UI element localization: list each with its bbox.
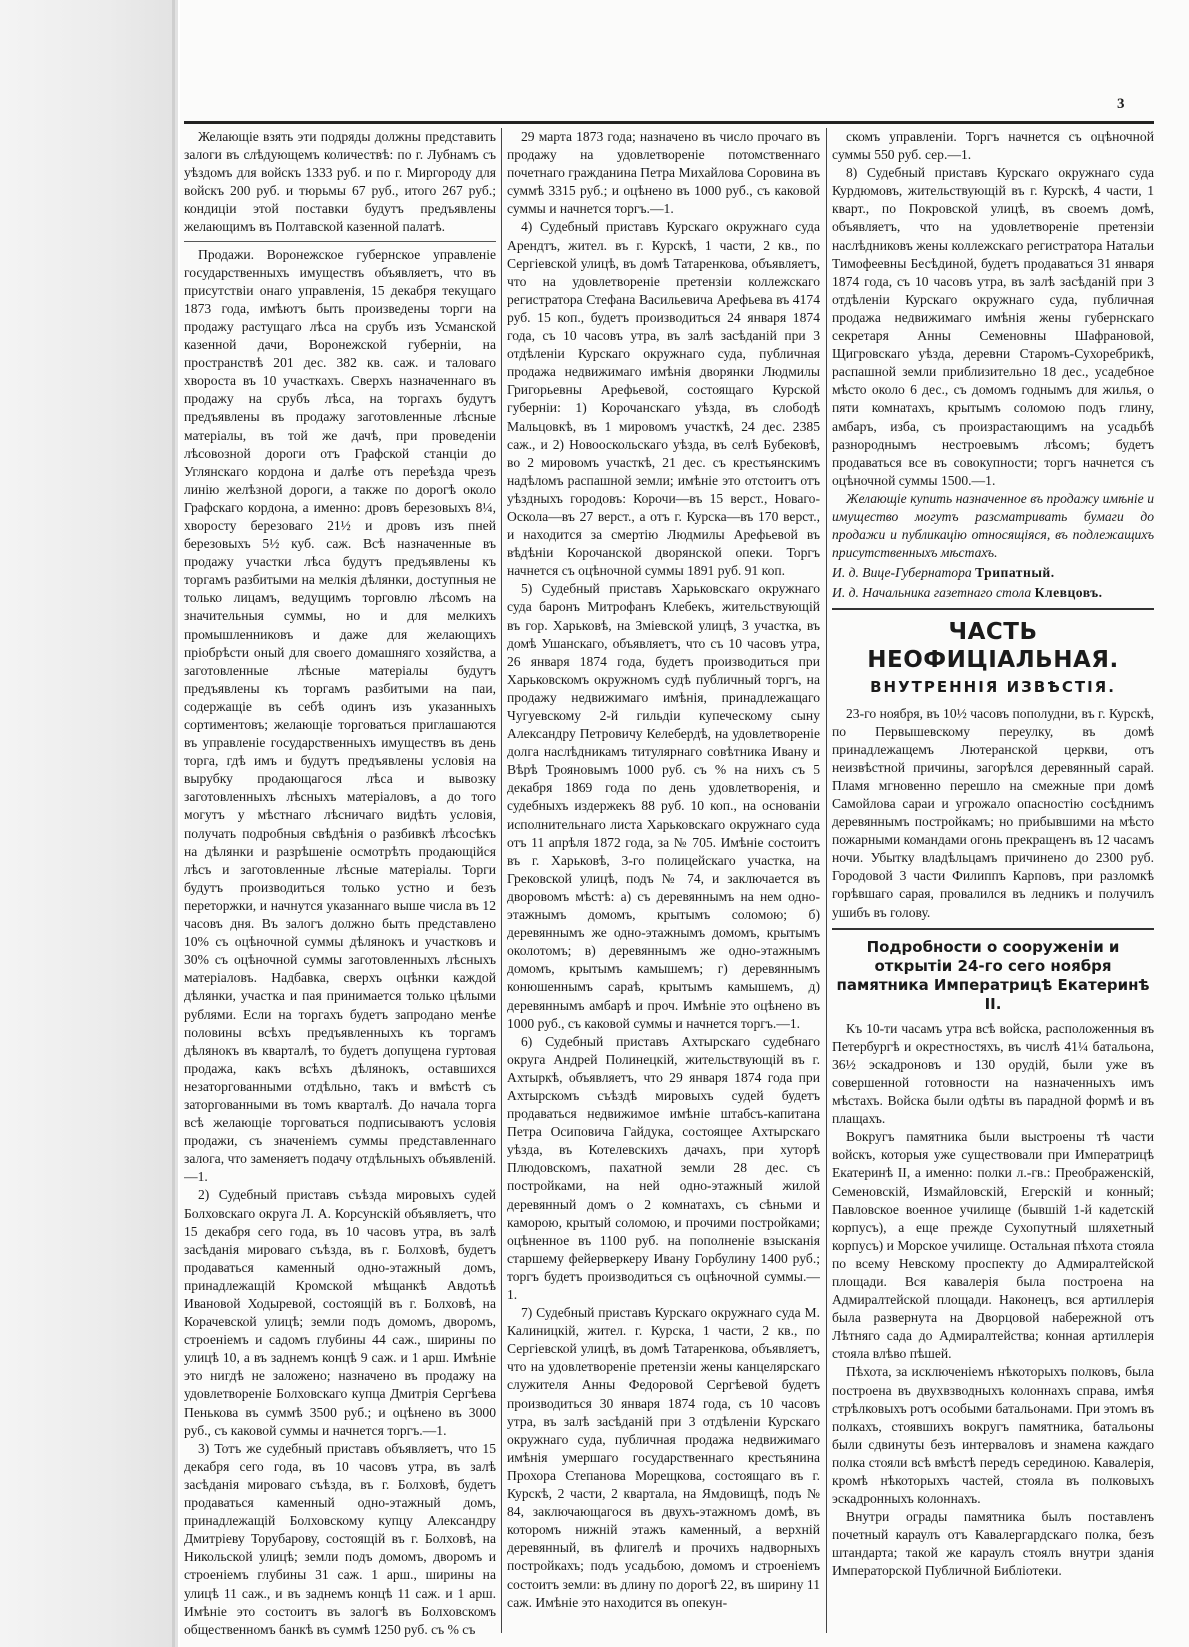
paragraph: 7) Судебный приставъ Курскаго окружнаго суда М. Калиницкій, жител. г. Курска, 1 части, 2 кв., по Сергіевской улицѣ, въ домѣ Татаренкова, объявляетъ, что на удовлетвореніе претензіи жены канцелярскаго служителя Анны Федоровой Сергѣевой будетъ производиться 30 января 1874 года, съ 10 часовъ утра, въ залѣ засѣданій при 3 отдѣленіи Курскаго окружнаго суда, публичная продажа недвижимаго имѣнія умершаго государственнаго крестьянина Прохора Степанова Морещкова, состоящаго въ г. Курскѣ, 2 части, 2 квартала, на Ямдовищѣ, подъ № 84, заключающагося въ двухъ-этажномъ домѣ, въ которомъ нижній этажъ каменный, а верхній деревянный, въ флигелѣ и прочихъ надворныхъ постройкахъ; подъ усадьбою, домомъ и строеніемъ состоитъ земли: въ длину по дорогѣ 22, въ ширину 11 саж. Имѣніе это находится въ опекун- [507,1305,820,1610]
article-title: Подробности о сооруженіи и открытіи 24-го сего ноября памятника Императрицѣ Екатеринѣ II. [836,937,1150,1013]
news-item: 23-го ноября, въ 10½ часовъ пополудни, въ г. Курскѣ, по Первышевскому переулку, въ домѣ принадлежащемъ Лютеранской церкви, отъ неизвѣстной причины, загорѣлся деревянный сарай. Пламя мгновенно перешло на смежные при домѣ Самойлова сараи и угрожало опасностію сосѣднимъ деревяннымъ постройкамъ; но прибывшими на мѣсто пожарными командами огонь прекращенъ въ 12 часамъ ночи. Убытку владѣльцамъ причинено до 2300 руб. Городовой 3 части Филиппъ Карповъ, при разломкѣ горѣвшаго сарая, провалился въ ледникъ и получилъ ушибъ въ голову. [832,705,1154,920]
paragraph: Желающіе взять эти подряды должны представить залоги въ слѣдующемъ количествѣ: по г. Лубнамъ съ уѣздомъ для войскъ 1333 руб. и по г. Миргороду для войскъ 200 руб. и тюрьмы 67 руб., итого 267 руб.; кондиціи этой поставки будутъ предъявлены желающимъ въ Полтавской казенной палатѣ. [184,129,496,235]
separator [184,241,496,242]
paragraph: Внутри ограды памятника былъ поставленъ почетный караулъ отъ Кавалергардскаго полка, безъ штандарта; такой же караулъ стоялъ внутри зданія Императорской Публичной Библіотеки. [832,1509,1154,1579]
signature-name: Клевцовъ. [1034,585,1103,601]
column-divider [826,128,827,1633]
column-2 [507,128,820,1638]
book-binding-margin [0,0,178,1647]
binding-edge [172,0,175,1647]
section-separator [832,928,1154,930]
signature-title: И. д. Начальника газетнаго стола [832,585,1032,601]
column-1 [184,128,496,1638]
italic-note: Желающіе купить назначенное въ продажу имѣніе и имущество могутъ разсматривать бумаги до продажи и публикацію относящіяся, въ подлежащихъ присутственныхъ мѣстахъ. [832,490,1154,561]
paragraph: 5) Судебный приставъ Харьковскаго окружнаго суда баронъ Митрофанъ Клебекъ, жительствующій въ гор. Харьковѣ, на Зміевской улицѣ, 3 участка, въ домѣ Ушанскаго, объявляетъ, что съ 10 часовъ утра, 26 января 1874 года, будетъ производиться при Харьковскомъ окружномъ судѣ публичный торгъ, на продажу недвижимаго имѣнія, принадлежащаго Чугуевскому 2-й гильдіи купеческому сыну Александру Петровичу Келебердѣ, на удовлетвореніе долга наслѣдникамъ титулярнаго совѣтника Ивану и Вѣрѣ Трояновымъ 1000 руб. съ % на нихъ съ 5 декабря 1869 года по день удовлетворенія, и судебныхъ издержекъ 88 руб. 10 коп., на основаніи исполнительнаго листа Харьковскаго окружнаго суда отъ 11 апрѣля 1872 года, за № 705. Имѣніе состоитъ въ г. Харьковѣ, 3-го полицейскаго участка, на Грековской улицѣ, подъ № 74, и заключается въ дворовомъ мѣстѣ: а) съ деревяннымъ на нем одно-этажнымъ домомъ, крытымъ соломою; б) деревяннымъ же одно-этажнымъ домомъ, крытымъ околотомъ; в) деревяннымъ же одно-этажнымъ домомъ, крытымъ камышемъ; г) деревяннымъ конюшеннымъ сараѣ, крытымъ камышемъ, д) деревяннымъ амбарѣ и проч. Имѣніе это оцѣнено въ 1000 руб., съ каковой суммы и начнется торгъ.—1. [507,581,820,1031]
signature-desk-head [832,584,1154,602]
paragraph: Пѣхота, за исключеніемъ нѣкоторыхъ полковъ, была построена въ двухвзводныхъ колоннахъ справа, имѣя стрѣлковыхъ ротъ особыми батальонами. При этомъ въ полкахъ, стоявшихъ вокругъ памятника, батальоны были сдвинуты безъ интерваловъ и знамена каждаго полка стояли всѣ вмѣстѣ передъ серединою. Кавалерія, кромѣ нѣкоторыхъ частей, стояла въ полковыхъ эскадронныхъ колоннахъ. [832,1364,1154,1507]
page-number: 3 [1117,96,1125,112]
paragraph: 2) Судебный приставъ съѣзда мировыхъ судей Болховскаго округа Л. А. Корсунскій объявляетъ, что 15 декабря сего года, въ 10 часовъ утра, въ залѣ засѣданія мироваго съѣзда, въ г. Болховѣ, будетъ продаваться каменный одно-этажный домъ, принадлежащій Кромской мѣщанкѣ Авдотьѣ Ивановой Ходыревой, состоящій въ г. Болховѣ, на Корачевской улицѣ; земли подъ домомъ, дворомъ, строеніемъ и садомъ глубины 44 саж., ширины по улицѣ 10, а въ заднемъ концѣ 9 саж. и 1 арш. Имѣніе это нигдѣ не заложено; назначено въ продажу на удовлетвореніе Болховскаго купца Дмитрія Сергѣева Пенькова въ суммѣ 3500 руб.; и оцѣнено въ 3000 руб., съ каковой суммы и начнется торгъ.—1. [184,1187,496,1438]
paragraph: 6) Судебный приставъ Ахтырскаго судебнаго округа Андрей Полинецкій, жительствующій въ г. Ахтыркѣ, объявляетъ, что 29 января 1874 года при Ахтырскомъ съѣздѣ мировыхъ судей будетъ продаваться недвижимое имѣніе штабсъ-капитана Петра Осиповича Гайдука, состоящее Ахтырскаго уѣзда, въ Котелевскихъ дачахъ, при хуторѣ Плюдовскомъ, пахатной земли 28 дес. съ постройками, на ней одно-этажный жилой деревянный домъ о 2 комнатахъ, съ сѣньми и каморою, крытый соломою, и прочими постройками; оцѣненное въ 1100 руб. на пополненіе взысканія старшему фейерверкеру Ивану Горбулину 1400 руб.; торгъ будетъ производиться съ оцѣночной суммы.—1. [507,1033,820,1302]
paragraph: Продажи. Воронежское губернское управленіе государственныхъ имуществъ объявляетъ, что въ присутствіи онаго управленія, 15 декабря текущаго 1873 года, имѣютъ быть произведены торги на продажу растущаго лѣса на срубъ изъ Усманской казенной дачи, Воронежской губерніи, на пространствѣ 201 дес. 382 кв. саж. и таловаго хвороста въ 10 участкахъ. Сверхъ назначеннаго въ продажу на срубъ лѣса, на торгахъ будутъ предъявлены въ продажу заготовленные лѣсные матеріалы, въ той же дачѣ, при проведеніи лѣсовозной дороги отъ Графской станціи до Углянскаго кордона и далѣе отъ переѣзда чрезъ линію желѣзной дороги, а также по дорогѣ около Графскаго кордона, а именно: дровъ березовыхъ 8¼, хворосту березоваго 21½ и дровъ изъ пней березовыхъ 5½ куб. саж. Всѣ назначенные въ продажу участки лѣса будутъ предъявлены къ торгамъ разбитыми на мелкія дѣлянки, доступныя не только лицамъ, ведущимъ торговлю лѣсомъ на значительныя суммы, но и для мелкихъ промышленниковъ и даже для желающихъ пріобрѣсти оный для своего домашняго хозяйства, а заготовленные лѣсные матеріалы будутъ предъявлены къ торгамъ разбитыми на паи, содержащіе въ себѣ одинъ изъ указанныхъ сортиментовъ; желающіе торговаться приглашаются въ управленіе государственныхъ имуществъ въ день торга, гдѣ имъ и будутъ предъявлены условія на вырубку продающагося лѣса и вывозку заготовленныхъ лѣсныхъ матеріаловъ, а до того могутъ у мѣстнаго лѣсничаго видѣть условія, получать подробныя свѣдѣнія о разбивкѣ лѣсосѣкъ на дѣлянки и разрѣшеніе осмотрѣть продающійся лѣсъ и заготовленные лѣсные матеріалы. Торги будутъ производиться только устно и безъ переторжки, и начнутся указаннаго выше числа въ 12 часовъ дня. Въ залогъ должно быть представлено 10% съ оцѣночной суммы дѣлянокъ и участковъ и 30% съ оцѣночной суммы заготовленныхъ лѣсныхъ матеріаловъ. Надбавка, сверхъ оцѣнки каждой дѣлянки, участка и пая принимается только цѣлыми рублями. Если на торгахъ будетъ запродано менѣе половины всѣхъ предъявленныхъ къ торгамъ дѣлянокъ въ кварталѣ, то будетъ допущена гуртовая продажа, какъ всѣхъ дѣлянокъ, оставшихся незаторгованными отдѣльно, такъ и вмѣстѣ съ заторгованными въ томъ кварталѣ. До начала торга всѣ желающіе торговаться подписываютъ условія продажи, съ значеніемъ суммы представленнаго залога, что заменяетъ подачу отдѣльныхъ объявленій.—1. [184,246,496,1185]
paragraph: 29 марта 1873 года; назначено въ число прочаго въ продажу на удовлетвореніе потомственнаго почетнаго гражданина Петра Михайлова Соровина въ суммѣ 3315 руб.; и оцѣнено въ 1000 руб., съ каковой суммы и начнется торгъ.—1. [507,129,820,217]
paragraph: 3) Тотъ же судебный приставъ объявляетъ, что 15 декабря сего года, въ 10 часовъ утра, въ залѣ засѣданія мироваго съѣзда, въ г. Болховѣ, будетъ продаваться каменный одно-этажный домъ, принадлежащій Болховскому купцу Александру Дмитріеву Торубарову, состоящій въ г. Болховѣ, на Никольской улицѣ; земли подъ домомъ, дворомъ и строеніемъ глубины 31 саж. 1 арш., ширины на улицѣ 11 саж., и въ заднемъ концѣ 11 саж. и 1 арш. Имѣніе это состоитъ въ залогѣ въ Болховскомъ общественномъ банкѣ въ суммѣ 1250 руб. съ % съ [184,1440,496,1637]
paragraph: Къ 10-ти часамъ утра всѣ войска, расположенныя въ Петербургѣ и окрестностяхъ, въ числѣ 41¼ батальона, 36½ эскадроновъ и 130 орудій, были уже въ совершенной готовности на назначенныхъ имъ мѣстахъ. Войска были одѣты въ парадной формѣ и въ плащахъ. [832,1020,1154,1127]
paragraph: скомъ управленіи. Торгъ начнется съ оцѣночной суммы 550 руб. сер.—1. [832,129,1154,163]
column-divider [501,128,502,1633]
paragraph: Вокругъ памятника были выстроены тѣ части войскъ, которыя уже существовали при Императрицѣ Екатеринѣ II, а именно: полки л.-гв.: Преображенскій, Семеновскій, Измайловскій, Егерскій и конный; Павловское военное училище (бывшій 1-й кадетскій корпусъ), а еще прежде Сухопутный шляхетный корпусъ) и Морское училище. Остальная пѣхота стояла по всему Невскому проспекту до Адмиралтейской площади. Вся кавалерія была построена на Адмиралтейской площади. Наконецъ, вся артиллерія была развернута на Дворцовой набережной отъ Лѣтняго сада до Адмиралтейства; конная артиллерія стояла влѣво пѣшей. [832,1129,1154,1362]
section-title: ЧАСТЬ НЕОФИЦІАЛЬНАЯ. [867,619,1119,674]
signature-name: Трипатный. [975,565,1055,581]
subsection-title: ВНУТРЕННІЯ ИЗВѢСТІЯ. [870,678,1116,697]
signature-title: И. д. Вице-Губернатора [832,565,972,581]
header-rule [184,121,1154,124]
signature-vice-governor [832,564,1154,582]
section-separator [832,608,1154,610]
column-3 [832,128,1154,1638]
paragraph: 4) Судебный приставъ Курскаго окружнаго суда Арендтъ, жител. въ г. Курскѣ, 1 части, 2 кв., по Сергіевской улицѣ, въ домѣ Татаренкова, объявляетъ, что на удовлетвореніе претензіи коллежскаго регистратора Стефана Васильевича Арефьева въ 4174 руб. 15 коп., будетъ производиться 24 января 1874 года, съ 10 часовъ утра, въ залѣ засѣданій при 3 отдѣленіи Курскаго окружнаго суда, публичная продажа недвижимаго имѣнія дворянки Людмилы Григорьевны Арефьевой, состоящаго Курской губерніи: 1) Корочанскаго уѣзда, въ слободѣ Мальцовкѣ, въ 1 мировомъ участкѣ, 24 дес. 2385 саж., и 2) Новооскольскаго уѣзда, въ селѣ Бубековѣ, во 2 мировомъ участкѣ, 21 дес. съ крестьянскимъ надѣломъ распашной земли; имѣніе это отстоитъ отъ уѣздныхъ городовъ: Корочи—въ 15 верст., Новаго-Оскола—въ 27 верст., а отъ г. Курска—въ 170 верст., и находится за смертію Людмилы Арефьевой въ вѣдѣніи Корочанской дворянской опеки. Торгъ начнется съ оцѣночной суммы 1891 руб. 91 коп. [507,219,820,579]
paragraph: 8) Судебный приставъ Курскаго окружнаго суда Курдюмовъ, жительствующій въ г. Курскѣ, 4 части, 1 кварт., по Покровской улицѣ, въ своемъ домѣ, объявляетъ, что на удовлетвореніе претензіи наслѣдниковъ жены коллежскаго регистратора Натальи Тимофеевны Бесѣдиной, будетъ продаваться 31 января 1874 года, съ 10 часовъ утра, въ залѣ засѣданій при 3 отдѣленіи Курскаго окружнаго суда, публичная продажа недвижимаго имѣнія жены губернскаго секретаря Анны Семеновны Шафрановой, Щигровскаго уѣзда, деревни Старомъ-Сухоребрикѣ, распашной земли приблизительно 18 дес., усадебное мѣсто около 6 дес., съ домомъ годнымъ для жилья, о пяти комнатахъ, крытымъ соломою подъ глину, амбаръ, изба, съ произрастающимъ на усадьбѣ разнороднымъ нестроевымъ лѣсомъ; будетъ продаваться все въ совокупности; торгъ начнется съ оцѣночной суммы 1500.—1. [832,165,1154,488]
